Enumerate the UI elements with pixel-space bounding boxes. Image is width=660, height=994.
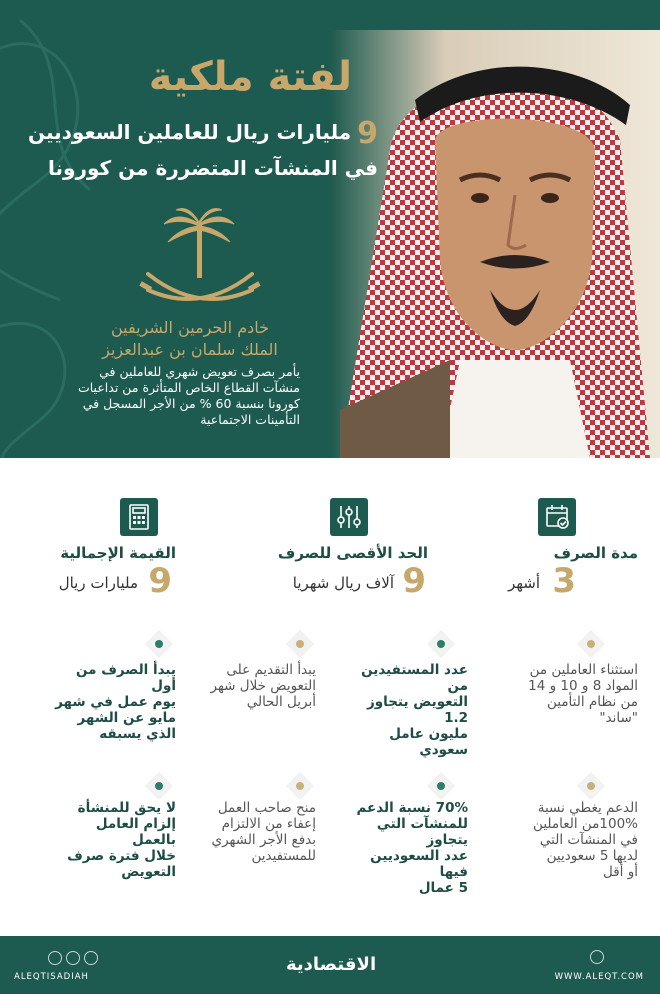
twitter-icon[interactable] xyxy=(48,951,62,965)
detail-line: للمنشآت التي يتجاوز xyxy=(376,816,468,848)
calculator-icon xyxy=(120,498,158,536)
king-name: الملك سلمان بن عبدالعزيز xyxy=(102,340,278,359)
diamond-marker-icon xyxy=(143,770,175,802)
saudi-emblem-icon xyxy=(138,204,262,314)
diamond-marker-icon xyxy=(284,628,316,660)
stat-number: 9 xyxy=(402,561,426,601)
detail-line: عدد المستفيدين من xyxy=(361,662,468,694)
detail-line: للمستفيدين xyxy=(251,848,316,864)
detail-line: 70% نسبة الدعم xyxy=(356,800,468,816)
stat-duration xyxy=(438,498,638,608)
detail-line: "ساند" xyxy=(599,710,638,726)
stat-unit: مليارات ريال xyxy=(58,574,138,592)
detail-line: أبريل الحالي xyxy=(246,694,316,710)
diamond-marker-icon xyxy=(284,770,316,802)
page-title: لفتة ملكية xyxy=(148,54,352,100)
headline-line-2: في المنشآت المتضررة من كورونا xyxy=(48,156,378,180)
decree-text xyxy=(22,364,300,428)
detail-line: المواد 8 و 10 و 14 xyxy=(528,678,638,694)
stat-label: الحد الأقصى للصرف xyxy=(277,544,428,562)
detail-line: إلزام العامل بالعمل xyxy=(95,816,176,848)
detail-line: 100%من العاملين xyxy=(533,816,638,832)
stat-label: القيمة الإجمالية xyxy=(60,544,176,562)
detail-line: مايو عن الشهر xyxy=(77,710,176,726)
detail-line: الدعم يغطي نسبة xyxy=(537,800,638,816)
detail-line: إعفاء من الالتزام xyxy=(221,816,316,832)
king-title: خادم الحرمين الشريفين xyxy=(111,318,269,337)
detail-item xyxy=(348,800,468,896)
detail-line: لديها 5 سعوديين xyxy=(546,848,638,864)
stat-label: مدة الصرف xyxy=(553,544,638,562)
headline-line-1 xyxy=(18,116,378,151)
diamond-marker-icon xyxy=(143,628,175,660)
detail-line: في المنشآت التي xyxy=(539,832,638,848)
detail-item xyxy=(518,662,638,726)
detail-item xyxy=(48,662,176,742)
instagram-icon[interactable] xyxy=(84,951,98,965)
headline-number: 9 xyxy=(357,116,378,151)
detail-line: يوم عمل في شهر xyxy=(55,694,176,710)
diamond-marker-icon xyxy=(575,770,607,802)
detail-line: عدد السعوديين فيها xyxy=(370,848,468,880)
detail-line: يبدأ الصرف من أول xyxy=(76,662,176,694)
detail-line: التعويض خلال شهر xyxy=(210,678,316,694)
calendar-icon xyxy=(538,498,576,536)
detail-line: التعويض يتجاوز 1.2 xyxy=(366,694,468,726)
detail-line: خلال فترة صرف xyxy=(67,848,176,864)
decree-line: كورونا بنسبة 60 % من الأجر المسجل في xyxy=(82,396,300,411)
detail-item xyxy=(196,662,316,710)
diamond-marker-icon xyxy=(575,628,607,660)
decree-line: يأمر بصرف تعويض شهري للعاملين في xyxy=(99,364,300,379)
stat-max-payout xyxy=(228,498,428,608)
sliders-icon xyxy=(330,498,368,536)
footer-bar xyxy=(0,936,660,994)
facebook-icon[interactable] xyxy=(66,951,80,965)
detail-line: بدفع الأجر الشهري xyxy=(211,832,316,848)
detail-line: من نظام التأمين xyxy=(546,694,638,710)
stat-unit: أشهر xyxy=(508,574,540,592)
detail-item xyxy=(518,800,638,880)
detail-item xyxy=(196,800,316,864)
hero-banner xyxy=(0,0,660,458)
detail-item xyxy=(48,800,176,880)
globe-icon xyxy=(590,950,604,964)
stat-number: 3 xyxy=(552,561,576,601)
detail-item xyxy=(348,662,468,758)
stat-total-value xyxy=(16,498,176,608)
detail-line: الذي يسبقه xyxy=(99,726,176,742)
detail-line: منح صاحب العمل xyxy=(217,800,316,816)
website-link[interactable]: WWW.ALEQT.COM xyxy=(554,972,644,982)
detail-line: أو أقل xyxy=(603,864,638,880)
decree-line: التأمينات الاجتماعية xyxy=(200,412,300,427)
detail-line: 5 عمال xyxy=(418,880,468,896)
brand-logo: الاقتصادية xyxy=(286,954,377,975)
detail-line: استثناء العاملين من xyxy=(529,662,638,678)
social-links xyxy=(44,950,98,964)
detail-line: التعويض xyxy=(121,864,176,880)
stat-unit: آلاف ريال شهريا xyxy=(292,574,394,592)
decree-line: منشآت القطاع الخاص المتأثرة من تداعيات xyxy=(77,380,300,395)
diamond-marker-icon xyxy=(425,628,457,660)
detail-line: لا يحق للمنشأة xyxy=(77,800,176,816)
headline-text: مليارات ريال للعاملين السعوديين xyxy=(28,120,352,144)
stat-number: 9 xyxy=(148,561,172,601)
king-portrait xyxy=(330,30,660,458)
diamond-marker-icon xyxy=(425,770,457,802)
detail-line: مليون عامل سعودي xyxy=(389,726,468,758)
social-handle[interactable]: ALEQTISADIAH xyxy=(14,972,89,982)
detail-line: يبدأ التقديم على xyxy=(226,662,316,678)
